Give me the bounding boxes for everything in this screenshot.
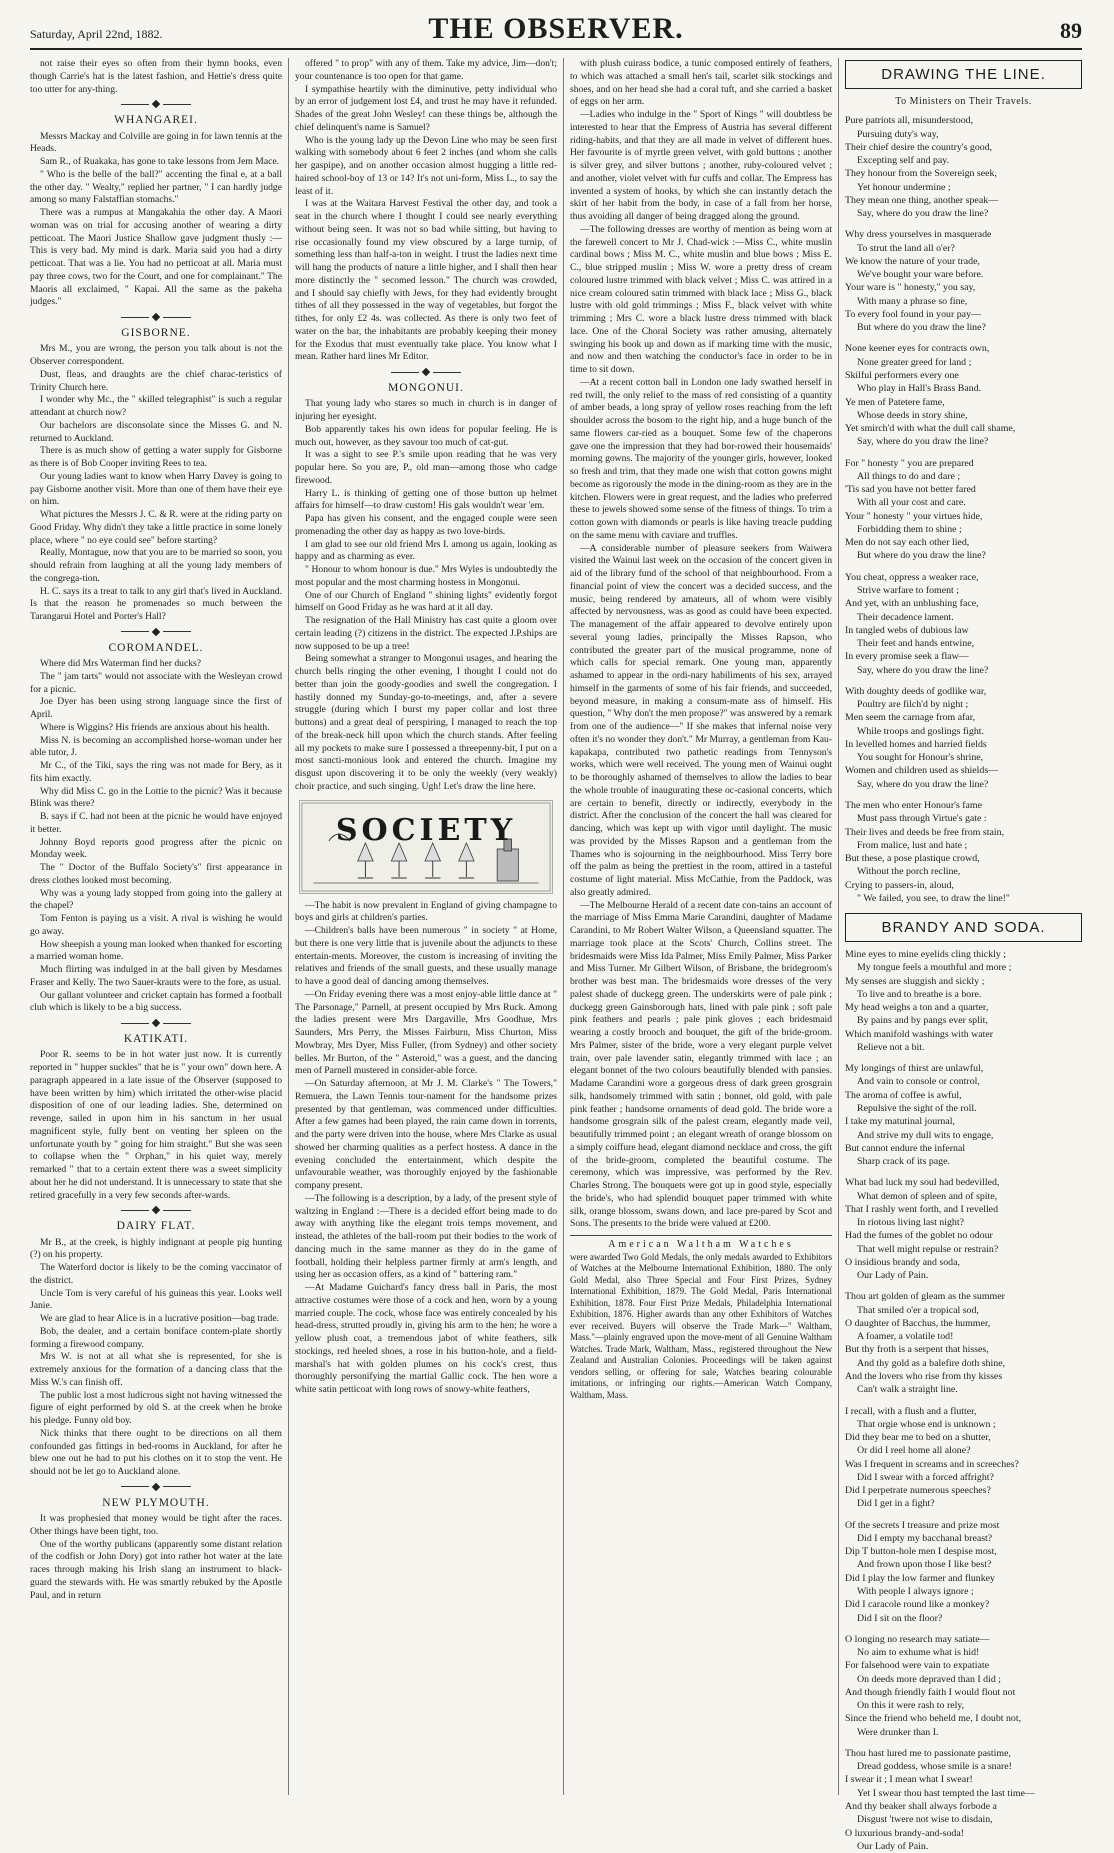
article-paragraph: Where is Wiggins? His friends are anxious about his health.	[40, 721, 270, 733]
poem-line: Did I empty my bacchanal breast?	[857, 1532, 993, 1544]
poem-line: They mean one thing, another speak—	[845, 194, 999, 206]
article-paragraph: Our bachelors are disconsolate since the Misses G. and N. returned to Auckland.	[30, 419, 282, 444]
poem-line: Strive warfare to foment ;	[857, 585, 960, 596]
poem-stanza	[845, 1519, 1082, 1625]
column-1	[30, 58, 282, 1797]
poem-stanza	[845, 228, 1082, 334]
poem-stanza	[845, 1747, 1082, 1853]
poem-line: Dread goddess, whose smile is a snare!	[857, 1761, 1012, 1773]
poem-dedication: To Ministers on Their Travels.	[895, 95, 1032, 107]
article-paragraph: —The following dresses are worthy of mention as being worn at the farewell concert to Mr J. Chad-wick :—Miss C., white muslin cardinal bows ; Miss M. C., white muslin and blue bows ; Miss E. C., blue stripped muslin ; Miss W. wore a pretty dress of cream coloured lustre trimmed with black velvet ; Miss C. was attired in a nice cream coloured satin trimmed with black lace ; Miss G., black lustre with old gold trimmings ; Miss F., black velvet with white trimming ; Mrs C. wore a black lustre dress trimmed with black lace. One of the Choral Society was rather amusing, alternately swinging his book up and down as if marking time with the music, and now and then watching the conductor's face in order to be in time to sit down.	[570, 223, 832, 375]
poem-line: But these, a pose plastique crowd,	[845, 853, 980, 865]
article-paragraph: Dust, fleas, and draughts are the chief charac-teristics of Trinity Church here.	[30, 368, 282, 393]
poem-line: Their lives and deeds be free from stain,	[845, 826, 1005, 838]
poem-stanza	[845, 342, 1082, 448]
poem-line: None greater greed for land ;	[857, 356, 972, 368]
article-paragraph: —On Saturday afternoon, at Mr J. M. Clarke's " The Towers," Remuera, the Lawn Tennis tour-nament for the handsome prizes presented by that gentleman, was commenced under difficulties. After a few games had been played, the rain came down in torrents, and the party were driven into the house, where Mrs Clarke as usual showed her charming qualities as a perfect hostess. A dance in the evening concluded the entertainment, which despite the unfavourable weather, was thoroughly enjoyed by the fashionable company present.	[295, 1078, 557, 1192]
article-paragraph: Harry L. is thinking of getting one of those button up helmet affairs for himself—to draw custom! His gals wouldn't wear 'em.	[295, 487, 557, 512]
section-divider	[30, 1207, 282, 1213]
article-paragraph: The Waterford doctor is likely to be the coming vaccinator of the district.	[30, 1262, 282, 1286]
article-paragraph: There is as much show of getting a water supply for Gisborne as there is of Bob Cooper inviting Rees to tea.	[30, 445, 282, 470]
article-paragraph: —Ladies who indulge in the " Sport of Kings " will doubtless be interested to hear that the Empress of Austria has several different riding-habits, and that they are all made in velvet of different hues. Her favourite is of myrtle green velvet, with gold buttons ; another is silver grey, and silver buttons ; another, ruby-coloured velvet ; and another, violet velvet with fur cuffs and collar. The Empress has invented a system of hooks, by which she can instantly detach the skirt of her habit from the body, in case of a fall from her horse, thus avoiding all danger of being dragged along the ground.	[570, 109, 832, 222]
section-divider	[30, 629, 282, 635]
article-paragraph: The " Doctor of the Buffalo Society's" first appearance in dress clothes looked most becoming.	[30, 862, 282, 886]
column-4	[845, 58, 1082, 1852]
article-paragraph: The resignation of the Hall Ministry has cast quite a gloom over certain leading (?) citizens in the district. The expected J.P.ships are now supposed to be up a tree!	[295, 615, 557, 652]
article-paragraph: Much flirting was indulged in at the ball given by Mesdames Fraser and Kelly. The two Sauer-krauts were to the fore, as usual.	[30, 964, 282, 988]
poem-line: With all your cost and care.	[857, 497, 966, 509]
poem-line: Pure patriots all, misunderstood,	[845, 115, 974, 127]
poem-line: With people I always ignore ;	[857, 1586, 974, 1597]
poem-line: And though friendly faith I would flout not	[845, 1686, 1016, 1698]
poem-line: Did I play the low farmer and flunkey	[845, 1572, 995, 1584]
poem-line: Can't walk a straight line.	[857, 1384, 958, 1396]
poem-line: Or did I reel home all alone?	[857, 1445, 971, 1457]
section-heading: COROMANDEL.	[108, 641, 204, 654]
poem-line: We've bought your ware before.	[857, 269, 984, 281]
poem-line: Excepting self and pay.	[857, 155, 950, 167]
poem-line: Their chief desire the country's good,	[845, 141, 993, 153]
article-paragraph: —A considerable number of pleasure seekers from Waiwera visited the Wainui last week on the occasion of the concert given in aid of the library fund of the school of that neighbourhood. From a financial point of view the concert was a decided success, and the music, being rendered by amateurs, all of whom were visibly affected by nervousness, was as good as could have been expected. The management of the affair appeared to devolve entirely upon several young ladies, principally the Misses Rapson, who contributed the greater part of the musical programme, none of which calls for special remark. One young man, apparently ashamed to appear in the ordi-nary habiliments of his sex, arrayed himself in the garments of some of his fair friends, and succeeded, beyond measure, in making a consum-mate ass of himself. His question, " Why don't the men propose?" was answered by a remark from one of the audience—" If she makes that infernal noise very often it's no wonder they don't." Mr Murray, a gentleman from Kau-kapakapa, contributed two pathetic readings from Tennyson's works, which were well received. The young men of Wainui ought to be thoroughly ashamed of themselves to allow the ladies to bear the whole trouble of inaugurating these oc-casional concerts, which are certain to benefit, directly or indirectly, everybody in the district. After the conclusion of the concert the hall was cleared for dancing, which was kept up with vigor until daylight. The music was provided by the Misses Rapson and a gentleman from the Thames who is sojourning in the neighbourhood. Miss Terry bore off the palm as being the prettiest in the room, attired in a tasteful costume of light material. Miss McCathie, from the Paddock, was also greatly admired.	[570, 542, 832, 898]
article-paragraph: Mrs M., you are wrong, the person you talk about is not the Observer correspondent.	[30, 343, 282, 368]
society-illustration	[299, 800, 553, 894]
article-paragraph: —The following is a description, by a lady, of the present style of waltzing in England :—There is a decided effort being made to do away with anything like the elegant trois temps movement, and instead, the athletes of the ball-room put their bodies to the work of dancing much in the same manner as they do in the game of football, holding their helpless partner firmly at arm's length, and using her as occasion offers, as a kind of " battering ram."	[295, 1192, 557, 1281]
article-paragraph: —At a recent cotton ball in London one lady swathed herself in red twill, the only relief to the mass of red consisting of a quantity of amber beads, a long spray of yellow roses reaching from the left shoulder across the bosom to the right hip, and a huge bunch of the same flowers car-ried as a bouquet. Some few of the chaperons gave one the impression that they had bor-rowed their housemaids' morning gowns. The majority of the younger girls, however, looked so fresh and trim, that they made one wish that cotton gowns might become as rigorously the mode in the dining-room as they are in the kitchen. Flowers were in great request, and the ladies who preferred these to jewels showed some sense of the fitness of things. To trim a cotton gown with diamonds or pearls is like having treacle pudding on the same menu with caviare and truffles.	[570, 376, 832, 541]
poem-line: On this it were rash to rely,	[857, 1700, 965, 1712]
article-paragraph: " Who is the belle of the ball?" accenting the final e, at a ball the other day. " Wealty," replied her partner, " I can hardly judge among so many Falstaffian stomachs."	[30, 168, 282, 206]
poem-line: In levelled homes and harried fields	[845, 738, 987, 750]
poem-line: My longings of thirst are unlawful,	[845, 1063, 984, 1075]
poem-line: And frown upon those I like best?	[857, 1559, 992, 1571]
article-paragraph: Papa has given his consent, and the engaged couple were seen promenading the other day as happy as two love-birds.	[295, 513, 557, 537]
poem-line: Mine eyes to mine eyelids cling thickly ;	[845, 949, 1006, 961]
section-heading: KATIKATI.	[123, 1033, 189, 1046]
article-paragraph: Poor R. seems to be in hot water just now. It is currently reported in " hupper suckles" that he is " your own" down here. A paragraph appeared in a late issue of the Observer (supposed to have been written by him) which irritated the other-wise placid disposition of one of our leading ladies. She, determined on revenge, sailed in upon him in his sanctum in her usual magnificent style, fully bent on venting her spleen on the unfortunate youth by " going for him straight." But she was seen to collapse when the " Orphan," in his quiet way, merely remarked " that to a certain extent there was a sweet simplicity about her he did not understand. It is unnecessary to state that she retired gracefully in a very few seconds after-wards.	[30, 1049, 282, 1201]
poem-line: Pursuing duty's way,	[857, 128, 939, 140]
poem-line: While troops and goslings fight.	[857, 725, 984, 737]
poem-line: I take my matutinal journal,	[845, 1116, 955, 1128]
poem-line: Poultry are filch'd by night ;	[857, 699, 969, 711]
poem-line: And vain to console or control,	[857, 1076, 980, 1088]
poem-line: In riotous living last night?	[857, 1217, 964, 1229]
poem-line: They honour from the Sovereign seek,	[845, 168, 997, 180]
column-3-paragraphs	[570, 58, 832, 1231]
section-heading: WHANGAREI.	[114, 114, 198, 127]
poem-line: What bad luck my soul had bedevilled,	[845, 1177, 1000, 1189]
poem-line: For falsehood were vain to expatiate	[845, 1660, 989, 1672]
poem-brandy-and-soda	[845, 948, 1082, 1853]
article-paragraph: Joe Dyer has been using strong language since the first of April.	[30, 696, 282, 721]
poem-line: Say, where do you draw the line?	[857, 664, 989, 676]
page-number: 89	[1060, 18, 1082, 43]
poem-line: Forbidding them to shine ;	[857, 523, 962, 535]
poem-line: Without the porch recline,	[857, 866, 961, 878]
article-paragraph: That young lady who stares so much in church is in danger of injuring her eyesight.	[295, 398, 557, 423]
section-heading: DAIRY FLAT.	[116, 1220, 196, 1233]
poem-line: Skilful performers every one	[845, 370, 959, 382]
poem-line: Yet honour undermine ;	[857, 181, 951, 193]
masthead	[30, 4, 1082, 50]
article-paragraph: Really, Montague, now that you are to be married so soon, you should refrain from laughing at all the young lady members of the congrega-tion.	[30, 547, 282, 584]
poem-line: And thy beaker shall always forbode a	[845, 1800, 997, 1812]
poem-stanza	[845, 114, 1082, 220]
poem-line: Why dress yourselves in masquerade	[845, 229, 992, 241]
poem-stanza	[845, 1290, 1082, 1396]
poem-line: Must pass through Virtue's gate :	[857, 813, 987, 825]
advert-heading: American Waltham Watches	[608, 1239, 794, 1250]
poem-line: I swear it ; I mean what I swear!	[845, 1774, 973, 1786]
issue-date: Saturday, April 22nd, 1882.	[30, 27, 163, 41]
column-2-intro	[295, 58, 557, 364]
poem-line: But thy froth is a serpent that hisses,	[845, 1344, 989, 1356]
poem-line: But where do you draw the line?	[857, 322, 986, 334]
poem-line: The aroma of coffee is awful,	[845, 1089, 962, 1101]
society-notes	[295, 900, 557, 1397]
poem-line: Say, where do you draw the line?	[857, 208, 989, 220]
column-2-sections	[295, 369, 557, 794]
poem-line: Who play in Hall's Brass Band.	[857, 383, 982, 395]
article-paragraph: Our young ladies want to know when Harry Davey is going to pay Gisborne another visit. More than one of them have their eye on him.	[30, 470, 282, 508]
column-divider	[288, 58, 289, 1795]
poem-line: And the lovers who rise from thy kisses	[845, 1371, 1003, 1383]
article-paragraph: Where did Mrs Waterman find her ducks?	[40, 658, 202, 670]
poem-line: Had the fumes of the goblet no odour	[845, 1230, 993, 1242]
poem-line: Did they bear me to bed on a shutter,	[845, 1432, 991, 1444]
poem-line: And yet, with an unblushing face,	[845, 598, 979, 610]
poem-line: O luxurious brandy-and-soda!	[845, 1827, 965, 1839]
section-divider	[30, 314, 282, 320]
article-paragraph: Bob apparently takes his own ideas for popular feeling. He is much out, however, as they savour too much of cat-gut.	[295, 423, 557, 448]
poem-stanza	[845, 948, 1082, 1054]
article-paragraph: Mr C., of the Tiki, says the ring was not made for Bery, as it fits him exactly.	[30, 760, 282, 784]
poem-line: Thou art golden of gleam as the summer	[845, 1291, 1005, 1303]
poem-line: My tongue feels a mouthful and more ;	[857, 962, 1012, 974]
article-paragraph: Tom Fenton is paying us a visit. A rival is wishing he would go away.	[30, 913, 282, 937]
poem-line: Their feet and hands entwine,	[857, 638, 975, 650]
poem-line: To strut the land all o'er?	[857, 242, 955, 254]
poem-stanza	[845, 457, 1082, 563]
poem-line: Disgust 'twere not wise to disdain,	[857, 1814, 993, 1826]
poem-line: Men do not say each other lied,	[845, 537, 970, 549]
poem-line: With doughty deeds of godlike war,	[845, 685, 987, 697]
poem-line: Did I perpetrate numerous speeches?	[845, 1485, 991, 1497]
poem-line: No aim to exhume what is hid!	[857, 1647, 980, 1659]
article-paragraph: One of the worthy publicans (apparently some distant relation of the codfish or John Dory) got into rather hot water at the late races through making his Irish slang an instrument to black-guard the stewards with. He was smartly rebuked by the Apostle Paul, and in return	[30, 1538, 282, 1601]
poem-line: We know the nature of your trade,	[845, 255, 980, 267]
column-3	[570, 58, 832, 1797]
poem-line: Whose deeds in story shine,	[857, 409, 968, 421]
article-paragraph: B. says if C. had not been at the picnic he would have enjoyed it better.	[30, 811, 282, 835]
poem-line: " We failed, you see, to draw the line!"	[857, 892, 1010, 904]
poem-line: You sought for Honour's shrine,	[857, 752, 984, 764]
newspaper-title: THE OBSERVER.	[428, 12, 684, 45]
poem-line: That well might repulse or restrain?	[857, 1243, 999, 1255]
article-paragraph: What pictures the Messrs J. C. & R. were at the riding party on Good Friday. Why didn't they take a little practice in some lonely place, where " no eye could see" before starting?	[30, 509, 282, 546]
section-divider	[30, 101, 282, 107]
article-paragraph: H. C. says its a treat to talk to any girl that's lived in Auckland. Is that the reason he promenades so much between the Tarangarui Hotel and Porter's Hall?	[30, 585, 282, 623]
column-divider	[838, 58, 839, 1795]
poem-line: A foamer, a volatile tod!	[857, 1331, 954, 1343]
poem-line: Your ware is " honesty," you say,	[845, 282, 976, 294]
poem-line: What demon of spleen and of spite,	[857, 1190, 998, 1202]
article-paragraph: One of our Church of England " shining lights" evidently forgot himself on Good Friday as he was hard at it all day.	[295, 589, 557, 614]
article-paragraph: Our gallant volunteer and cricket captain has formed a football club which is likely to be a big success.	[30, 989, 282, 1014]
article-paragraph: It was prophesied that money would be tight after the races. Other things have been tight, too.	[30, 1513, 282, 1537]
article-paragraph: Uncle Tom is very careful of his guineas this year. Looks well Janie.	[30, 1287, 282, 1312]
column-1-sections	[30, 101, 282, 1602]
poem-line: Ye men of Patetere fame,	[845, 396, 945, 408]
poem-line: I recall, with a flush and a flutter,	[845, 1405, 977, 1417]
poem-line: And thy gold as a balefire doth shine,	[857, 1357, 1006, 1369]
section-heading: NEW PLYMOUTH.	[102, 1496, 210, 1509]
article-paragraph: It was a sight to see P.'s smile upon reading that he was very popular here. So you are, P., old man—among those who cadge firewood.	[295, 449, 557, 486]
article-paragraph: Miss N. is becoming an accomplished horse-woman under her able tutor, J.	[30, 734, 282, 759]
section-divider	[30, 1484, 282, 1490]
poem-line: Did I sit on the floor?	[857, 1612, 943, 1624]
article-paragraph: Why was a young lady stopped from going into the gallery at the chapel?	[30, 887, 282, 912]
poem-title-brandy-and-soda: BRANDY AND SODA.	[845, 913, 1082, 942]
poem-line: Yet I swear thou hast tempted the last time—	[857, 1787, 1035, 1799]
poem-line: To live and to breathe is a bore.	[857, 988, 982, 1000]
poem-stanza	[845, 1176, 1082, 1282]
poem-line: 'Tis sad you have not better fared	[845, 484, 976, 496]
section-heading: GISBORNE.	[121, 327, 191, 340]
poem-line: Yet smirch'd with what the dull call shame,	[845, 423, 1016, 435]
poem-line: O daughter of Bacchus, the hummer,	[845, 1317, 991, 1329]
poem-line: That orgie whose end is unknown ;	[857, 1418, 996, 1430]
poem-line: You cheat, oppress a weaker race,	[845, 571, 979, 583]
poem-stanza	[845, 1405, 1082, 1511]
article-paragraph: I sympathise heartily with the diminutive, petty individual who by an error of judgement lost £4, and trust he may have it refunded. Shades of the great John Wesley! can these things be, although the chief delinquent's name is Samuel?	[295, 83, 557, 133]
poem-stanza	[845, 1633, 1082, 1739]
article-paragraph: I wonder why Mc., the " skilled telegraphist" is such a regular attendant at church now?	[30, 394, 282, 419]
poem-line: But cannot endure the infernal	[845, 1142, 966, 1154]
poem-line: For " honesty " you are prepared	[845, 457, 974, 469]
poem-line: In tangled webs of dubious law	[845, 624, 969, 636]
poem-line: Relieve not a bit.	[857, 1041, 925, 1053]
column-1-intro	[30, 58, 282, 96]
article-paragraph: How sheepish a young man looked when thanked for escorting a married woman home.	[30, 938, 282, 963]
column-2	[295, 58, 557, 1797]
poem-line: Thou hast lured me to passionate pastime,	[845, 1747, 1011, 1759]
poem-line: Our Lady of Pain.	[857, 1840, 929, 1852]
article-paragraph: Bob, the dealer, and a certain boniface contem-plate shortly forming a firewood company.	[30, 1325, 282, 1350]
article-paragraph: Johnny Boyd reports good progress after the picnic on Monday week.	[30, 836, 282, 861]
poem-line: To every fool found in your pay—	[845, 308, 981, 320]
article-paragraph: offered " to prop" with any of them. Take my advice, Jim—don't; your countenance is too open for that game.	[295, 58, 557, 82]
article-paragraph: Being somewhat a stranger to Mongonui usages, and hearing the church bells ringing the other evening, I thought I could not do better than join the goody-goodies and swell the congregation. I hastily donned my Sunday-go-to-meetings, and, after a severe struggle (during which I burst my paper collar and lost three buttons) and a great deal of perspiring, I managed to reach the top of the break-neck hill upon which the church stands. After feeling all my pockets to make sure I possessed a threepenny-bit, I put on a most sancti-monious look and entered the church. Imagine my disgust upon discovering it to be only the weekly (very weakly) choir practice, and such singing. Ugh! Let's draw the line here.	[295, 653, 557, 792]
article-paragraph: Nick thinks that there ought to be directions on all them confounded gas fittings in bed-rooms in Auckland, for after he blew one out he had to put his clothes on it to stop the vent. He should not be let go to Auckland alone.	[30, 1427, 282, 1478]
poem-line: Dip T button-hole men I despise most,	[845, 1546, 997, 1558]
poem-line: Say, where do you draw the line?	[857, 436, 989, 448]
poem-line: That smiled o'er a tropical sod,	[857, 1304, 979, 1316]
poem-line: Crying to passers-in, aloud,	[845, 879, 954, 891]
poem-line: None keener eyes for contracts own,	[845, 343, 990, 355]
poem-line: But where do you draw the line?	[857, 550, 986, 562]
poem-line: Your " honesty " your virtues hide,	[845, 510, 983, 522]
poem-line: Sharp crack of its page.	[857, 1156, 950, 1168]
section-divider	[295, 369, 557, 375]
poem-line: By pains and by pangs ever split,	[857, 1015, 988, 1027]
poem-stanza	[845, 571, 1082, 677]
poem-line: Which manifold washings with water	[845, 1028, 994, 1040]
poem-stanza	[845, 799, 1082, 905]
poem-line: My head weighs a ton and a quarter,	[845, 1002, 989, 1014]
article-paragraph: Mrs W. is not at all what she is represented, for she is extremely anxious for the formation of a dancing class that the Miss W.'s can finish off.	[30, 1351, 282, 1388]
poem-line: With many a phrase so fine,	[857, 295, 968, 307]
poem-line: All things to do and dare ;	[857, 470, 961, 482]
poem-line: Their decadence lament.	[857, 611, 954, 623]
poem-line: On deeds more depraved than I did ;	[857, 1673, 1001, 1685]
article-paragraph: The public lost a most ludicrous sight not having witnessed the figure of eight performed by old S. at the creek when he broke his pledge. Funny old boy.	[30, 1389, 282, 1427]
poem-line: And strive my dull wits to engage,	[857, 1129, 994, 1141]
article-paragraph: There was a rumpus at Mangakahia the other day. A Maori woman was on trial for accusing another of wearing a dirty petticoat. The Maori Justice Shallow gave judgment thusly :—This is very bad. My mind is dark. Maria said you had a dirty petticoat. That was a lie. You had no petticoat at all. Maria must pay three cows, two for the Court, and one for complainant." The Maoris all exclaimed, " Kapai. All the same as the pakeha judges."	[30, 207, 282, 308]
section-heading: MONGONUI.	[388, 382, 464, 394]
article-paragraph: —The Melbourne Herald of a recent date con-tains an account of the marriage of Miss Emma Marie Carandini, daughter of Madame Carandini, to Mr Robert Walter Wilson, a Queensland squatter. The marriage took place at the Scots' Church, Collins street. The bridesmaids were Miss Ida Palmer, Miss Emily Palmer, Miss Parker and Miss Turner. Mr Gilbert Wilson, of Brisbane, the bridegroom's brother was best man. The bridesmaids wore dresses of the very palest shade of duckegg green. The underskirts were of pale pink ; duckegg green Gainsborough hats, lined with pale pink ; soft pale pink feathers and pearls ; pale pink gloves ; each bridesmaid wearing a costly brooch and bouquet, the gift of the bride-groom. Mrs Palmer, sister of the bride, wore a very elegant purple velvet train, over pale lavender satin, elegantly trimmed with lace ; an elegant bonnet of the two colours beautifully blended with pansies. Madame Carandini wore a gorgeous dress of dark green grosgrain silk, handsomely trimmed with satin ; bonnet, old gold, with pale pink feather ; handsome ornaments of dead gold. The bride wore a handsome grosgrain silk of the palest cream, elegantly made veil, beautifully trimmed point ; an elegant wreath of orange blossom on a simply coiffure head, elegant diamond necklace and cross, the gift of the bride-groom, completed the beautiful costume. The ceremony, which was impressive, was performed by the Rev. Charles Strong. The bouquets were got up in good style, especially the bride's, who had splendid bouquet paper trimmed with white silk, orange blossom, swans down, and lace pre-pared by Scot and Sons. The presents to the bride were valued at £200.	[570, 899, 832, 1230]
article-paragraph: Why did Miss C. go in the Lottie to the picnic? Was it because Blink was there?	[30, 785, 282, 810]
article-paragraph: —The habit is now prevalent in England of giving champagne to boys and girls at children's parties.	[295, 899, 557, 924]
advert-body: were awarded Two Gold Medals, the only medals awarded to Exhibitors of Watches at the Melbourne International Exhibition, 1880. The only Gold Medal, also Three Special and Four First Prizes, Sydney International Exhibition, 1879. The Gold Medal, Paris International Exhibition, 1878. Four First Prize Medals, Philadelphia International Exhibition, 1876. Higher awards than any other Exhibitors of Watches ever received. Buyers will observe the Trade Mark—" Waltham, Mass."—plainly engraved upon the move-ment of all Genuine Waltham Watches. Trade Mark, Waltham, Mass., registered throughout the New Zealand and Australian Colonies. Proceedings will be taken against vendors selling, or offering for sale, Watches bearing colourable imitations, or infringing our rights.—American Watch Company, Waltham, Mass.	[570, 1251, 832, 1400]
section-divider	[30, 1020, 282, 1026]
article-paragraph: —At Madame Guichard's fancy dress ball in Paris, the most attractive costumes were those of a cock and hen, worn by a young married couple. The cock, whose face was entirely concealed by his head-dress, strutted proudly in, giving his arm to the hen; he wore a yellow plush coat, a tremendous jabot of white feathers, silk stockings, red heeled shoes, a rose in his button-hole, and a field-marshal's hat with golden plumes on his cock's crest, thus thoroughly personifying the martial Gallic cock. The hen wore a white satin petticoat with long rows of snowy-white feathers,	[295, 1282, 557, 1396]
article-paragraph: not raise their eyes so often from their hymn books, even though Carrie's hat is the latest fashion, and Hettie's dress quite too utter for any-thing.	[30, 58, 282, 95]
poem-line: Was I frequent in screams and in screeches?	[845, 1458, 1019, 1470]
article-paragraph: —Children's balls have been numerous " in society " at Home, but there is one very little that is juvenile about the adjuncts to these entertain-ments. Moreover, the custom is increasing of inviting the relatives and friends of the small guests, and these usually manage to have a good deal of dancing among themselves.	[295, 925, 557, 988]
poem-stanza	[845, 1062, 1082, 1168]
poem-stanza	[845, 685, 1082, 791]
poem-line: The men who enter Honour's fame	[845, 799, 982, 811]
poem-drawing-the-line	[845, 114, 1082, 905]
poem-line: Women and children used as shields—	[845, 765, 999, 777]
poem-line: My senses are sluggish and sickly ;	[845, 975, 985, 987]
article-paragraph: I was at the Waitara Harvest Festival the other day, and took a seat in the church where I thought I could see nearly everything without being seen. It was not so bad while sitting, but having to rise occasionally found my view obscured by a large turnip, of something less than half-a-ton in weight. I trust the ladies next time will hang the products of nature a little higher, and I shall then hear more distinctly the " secomed lesson." The church was crowded, and I should say chiefly with Jews, for they had evidently brought tithes of all they possessed in the way of vegetables, but forgot the tithes, for only £2 4s. was collected. As there is only two feet of water on the bar, the inhabitants are probably keeping their money for the Exodus that must eventually take place. You know what I mean. Rather hard lines Mr Editor.	[295, 198, 557, 363]
article-paragraph: Who is the young lady up the Devon Line who may be seen first walking with somebody about 6 feet 2 inches (and whom she calls her gaspipe), and on another occasion almost hugging a little red-haired school-boy of 13 or 14? It's not uni-form, Miss L., to say the least of it.	[295, 134, 557, 197]
waltham-advertisement	[570, 1235, 832, 1402]
poem-line: Our Lady of Pain.	[857, 1270, 929, 1282]
poem-line: That I rashly went forth, and I revelled	[845, 1203, 999, 1215]
poem-line: Repulsive the sight of the roll.	[857, 1102, 977, 1114]
poem-line: Were drunker than I.	[857, 1726, 939, 1738]
poem-line: Men seem the carnage from afar,	[845, 712, 976, 724]
article-paragraph: We are glad to hear Alice is in a lucrative position—bag trade.	[40, 1313, 279, 1325]
poem-line: Since the friend who beheld me, I doubt not,	[845, 1713, 1022, 1725]
article-paragraph: —On Friday evening there was a most enjoy-able little dance at " The Parsonage," Parnell, at present occupied by Mrs Ruck. Among the ladies present were Mrs Dargaville, Mrs Goodhue, Mrs Saunders, Mrs Perry, the Misses Fairburn, Miss Churton, Miss Mowbray, Mrs Dyer, Miss Fuller, (from Sydney) and other society belles. Mr Burton, of the " Asteroid," was a guest, and the dancing men of Parnell mustered in consider-able force.	[295, 988, 557, 1077]
poem-line: In every promise seek a flaw—	[845, 651, 969, 663]
article-paragraph: I am glad to see our old friend Mrs I. among us again, looking as happy and as charming as ever.	[295, 538, 557, 563]
poem-line: Did I caracole round like a monkey?	[845, 1599, 990, 1611]
article-paragraph: Mr B., at the creek, is highly indignant at people pig hunting (?) on his property.	[30, 1236, 282, 1261]
poem-line: From malice, lust and hate ;	[857, 839, 968, 851]
article-paragraph: The " jam tarts" would not associate with the Wesleyan crowd for a picnic.	[30, 670, 282, 695]
poem-line: Say, where do you draw the line?	[857, 778, 989, 790]
poem-line: Did I swear with a forced affright?	[857, 1471, 994, 1483]
article-paragraph: Sam R., of Ruakaka, has gone to take lessons from Jem Mace.	[40, 156, 279, 168]
poem-line: O insidious brandy and soda,	[845, 1256, 960, 1268]
article-paragraph: " Honour to whom honour is due." Mrs Wyles is undoubtedly the most popular and the most charming hostess in Mongonui.	[295, 564, 557, 588]
article-paragraph: Messrs Mackay and Colville are going in for lawn tennis at the Heads.	[30, 130, 282, 155]
column-divider	[563, 58, 564, 1795]
poem-line: Did I get in a fight?	[857, 1498, 935, 1510]
poem-line: Of the secrets I treasure and prize most	[845, 1519, 1000, 1531]
society-heading: SOCIETY	[335, 812, 517, 848]
article-paragraph: with plush cuirass bodice, a tunic composed entirely of feathers, to which was attached a small hen's tail, scarlet silk stockings and shoes, and on her head she had a coral tuft, and she carried a basket of eggs on her arm.	[570, 58, 832, 108]
poem-title-drawing-the-line: DRAWING THE LINE.	[845, 60, 1082, 89]
poem-line: O longing no research may satiate—	[845, 1633, 990, 1645]
